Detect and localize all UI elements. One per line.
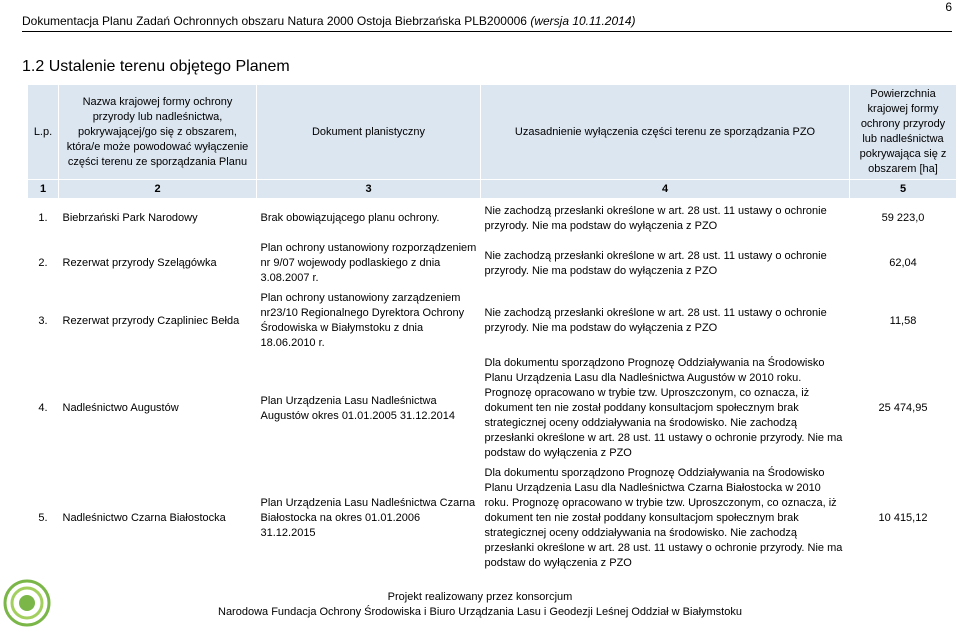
page-footer — [0, 590, 960, 620]
col-number: 1 — [28, 180, 59, 199]
footer-line-2: Narodowa Fundacja Ochrony Środowiska i Biuro Urządzania Lasu i Geodezji Leśnej Oddział w Białymstoku — [218, 606, 742, 618]
page-number: 6 — [945, 0, 952, 14]
row-area: 11,58 — [850, 289, 957, 354]
col-number: 2 — [59, 180, 257, 199]
exclusion-table — [27, 84, 957, 574]
col-number: 5 — [850, 180, 957, 199]
row-lp: 3. — [28, 289, 59, 354]
row-area: 25 474,95 — [850, 354, 957, 464]
table-row — [28, 464, 957, 574]
row-area: 10 415,12 — [850, 464, 957, 574]
row-lp: 2. — [28, 239, 59, 289]
header-name: Nazwa krajowej formy ochrony przyrody lub nadleśnictwa, pokrywającej/go się z obszarem, która/e może powodować wyłączenie części terenu ze sporządzania Planu — [59, 85, 257, 180]
row-name: Rezerwat przyrody Szelągówka — [59, 239, 257, 289]
row-justification: Nie zachodzą przesłanki określone w art. 28 ust. 11 ustawy o ochronie przyrody. Nie ma podstaw do wyłączenia z PZO — [481, 239, 850, 289]
header-doc: Dokument planistyczny — [257, 85, 481, 180]
row-lp: 4. — [28, 354, 59, 464]
row-area: 62,04 — [850, 239, 957, 289]
row-justification: Nie zachodzą przesłanki określone w art. 28 ust. 11 ustawy o ochronie przyrody. Nie ma podstaw do wyłączenia z PZO — [481, 199, 850, 239]
row-justification: Nie zachodzą przesłanki określone w art. 28 ust. 11 ustawy o ochronie przyrody. Nie ma podstaw do wyłączenia z PZO — [481, 289, 850, 354]
row-name: Nadleśnictwo Czarna Białostocka — [59, 464, 257, 574]
row-name: Nadleśnictwo Augustów — [59, 354, 257, 464]
row-lp: 1. — [28, 199, 59, 239]
footer-line-1: Projekt realizowany przez konsorcjum — [387, 591, 573, 603]
row-doc: Plan Urządzenia Lasu Nadleśnictwa Czarna Białostocka na okres 01.01.2006 31.12.2015 — [257, 464, 481, 574]
row-lp: 5. — [28, 464, 59, 574]
row-name: Rezerwat przyrody Czapliniec Bełda — [59, 289, 257, 354]
row-doc: Plan ochrony ustanowiony rozporządzeniem nr 9/07 wojewody podlaskiego z dnia 3.08.2007 r. — [257, 239, 481, 289]
row-doc: Plan Urządzenia Lasu Nadleśnictwa Augustów okres 01.01.2005 31.12.2014 — [257, 354, 481, 464]
table-row — [28, 239, 957, 289]
row-doc: Plan ochrony ustanowiony zarządzeniem nr23/10 Regionalnego Dyrektora Ochrony Środowiska w Białymstoku z dnia 18.06.2010 r. — [257, 289, 481, 354]
row-area: 59 223,0 — [850, 199, 957, 239]
table-header-row — [28, 85, 957, 180]
table-row — [28, 199, 957, 239]
column-numbers-row — [28, 180, 957, 199]
col-number: 4 — [481, 180, 850, 199]
row-name: Biebrzański Park Narodowy — [59, 199, 257, 239]
document-header — [22, 14, 952, 32]
header-title: Dokumentacja Planu Zadań Ochronnych obszaru Natura 2000 Ostoja Biebrzańska PLB200006 — [22, 14, 527, 28]
header-justification: Uzasadnienie wyłączenia części terenu ze sporządzania PZO — [481, 85, 850, 180]
row-doc: Brak obowiązującego planu ochrony. — [257, 199, 481, 239]
header-version: (wersja 10.11.2014) — [530, 14, 636, 28]
header-lp: L.p. — [28, 85, 59, 180]
row-justification: Dla dokumentu sporządzono Prognozę Oddziaływania na Środowisko Planu Urządzenia Lasu dla Nadleśnictwa Czarna Białostocka w 2010 roku. Prognozę opracowano w trybie tzw. Uproszczonym, co oznacza, iż dokument ten nie został poddany konsultacjom społecznym brak strategicznej oceny oddziaływania na środowisko. Nie zachodzą przesłanki określone w art. 28 ust. 11 ustawy o ochronie przyrody. Nie ma podstaw do wyłączenia z PZO — [481, 464, 850, 574]
table-row — [28, 289, 957, 354]
section-title: 1.2 Ustalenie terenu objętego Planem — [22, 58, 290, 75]
table-row — [28, 354, 957, 464]
row-justification: Dla dokumentu sporządzono Prognozę Oddziaływania na Środowisko Planu Urządzenia Lasu dla Nadleśnictwa Augustów w 2010 roku. Prognozę opracowano w trybie tzw. Uproszczonym, co oznacza, iż dokument ten nie został poddany konsultacjom społecznym brak strategicznej oceny oddziaływania na środowisko. Nie zachodzą przesłanki określone w art. 28 ust. 11 ustawy o ochronie przyrody. Nie ma podstaw do wyłączenia z PZO — [481, 354, 850, 464]
header-area: Powierzchnia krajowej formy ochrony przyrody lub nadleśnictwa pokrywająca się z obszarem [ha] — [850, 85, 957, 180]
col-number: 3 — [257, 180, 481, 199]
